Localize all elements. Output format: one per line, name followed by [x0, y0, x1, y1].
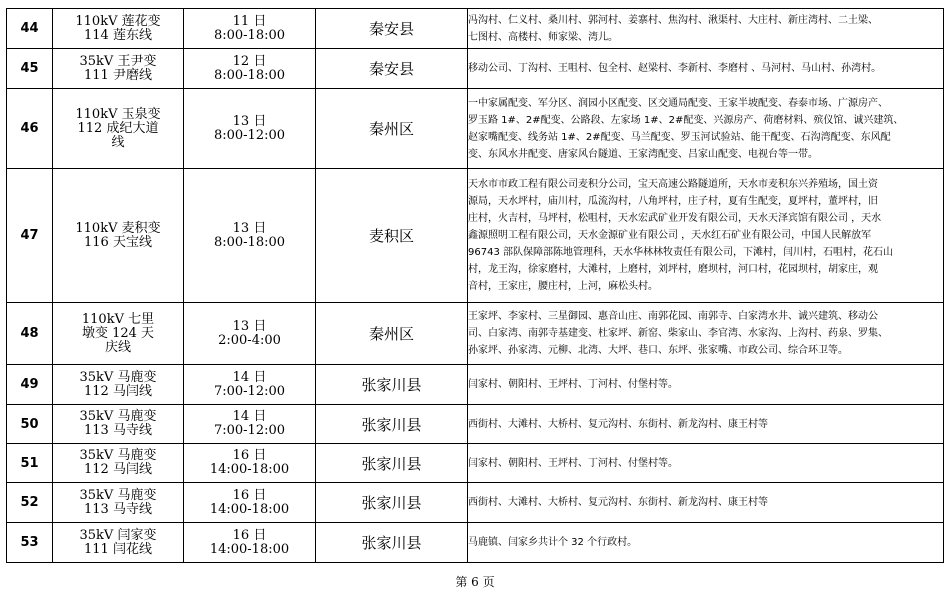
outage-time: 13 日 8:00-12:00: [184, 89, 316, 169]
outage-time: 13 日 8:00-18:00: [184, 169, 316, 303]
row-number: 53: [7, 523, 53, 563]
line-name: 35kV 闫家变 111 闫花线: [53, 523, 184, 563]
line-name: 35kV 马鹿变 113 马寺线: [53, 405, 184, 444]
county: 秦安县: [316, 49, 468, 89]
table-row: [7, 89, 944, 169]
line-name: 110kV 玉泉变 112 成纪大道 线: [53, 89, 184, 169]
county: 麦积区: [316, 169, 468, 303]
outage-schedule-table: [6, 8, 944, 563]
page-number: 第 6 页: [455, 575, 495, 589]
table-row: [7, 303, 944, 365]
row-number: 50: [7, 405, 53, 444]
outage-time: 16 日 14:00-18:00: [184, 523, 316, 563]
outage-time: 16 日 14:00-18:00: [184, 483, 316, 523]
table-row: [7, 169, 944, 303]
affected-area: 王家坪、李家村、三星御园、惠音山庄、南郭花园、南郭寺、白家湾水井、诚兴建筑、移动公 司、白家湾、南郭寺基建变、杜家坪、新窑、柴家山、李官湾、水家沟、上沟村、药泉、罗集、 孙家坪、孙家湾、元柳、北湾、大坪、巷口、东坪、张家嘴、市政公司、综合环卫等。: [468, 303, 944, 365]
line-name: 110kV 莲花变 114 莲东线: [53, 9, 184, 49]
row-number: 44: [7, 9, 53, 49]
affected-area: 冯沟村、仁义村、桑川村、郭河村、姜寨村、焦沟村、湫渠村、大庄村、新庄湾村、二土梁、 七图村、高楼村、师家梁、湾儿。: [468, 9, 944, 49]
county: 秦州区: [316, 303, 468, 365]
table-body: [7, 9, 944, 563]
row-number: 48: [7, 303, 53, 365]
line-name: 110kV 七里 墩变 124 天 庆线: [53, 303, 184, 365]
outage-time: 11 日 8:00-18:00: [184, 9, 316, 49]
table-row: [7, 483, 944, 523]
affected-area: 闫家村、朝阳村、王坪村、丁河村、付堡村等。: [468, 444, 944, 483]
outage-time: 14 日 7:00-12:00: [184, 405, 316, 444]
affected-area: 天水市市政工程有限公司麦积分公司，宝天高速公路隧道所，天水市麦积东兴养殖场，国土资 源局，天水坪村，庙川村，瓜流沟村，八角坪村，庄子村，夏有生配变，夏坪村，董坪村，旧 庄村，火吉村，马坪村，松咀村，天水宏武矿业开发有限公司，天水天泽宾馆有限公司 ，天水 鑫源照明工程有限公司，天水金源矿业有限公司 ，天水红石矿业有限公司，中国人民解放军 96743 部队保障部陈地管理科，天水华林林牧责任有限公司，下滩村，闫川村，石咀村，花石山 村，龙王沟，徐家磨村，大滩村，上磨村，刘坪村，磨坝村，河口村，花园坝村，胡家庄，观 音村，王家庄，腰庄村，上河，麻松头村。: [468, 169, 944, 303]
table-row: [7, 405, 944, 444]
row-number: 47: [7, 169, 53, 303]
county: 张家川县: [316, 405, 468, 444]
table-row: [7, 444, 944, 483]
affected-area: 马鹿镇、闫家乡共计个 32 个行政村。: [468, 523, 944, 563]
affected-area: 移动公司、丁沟村、王咀村、包全村、赵梁村、李新村、李磨村 、马河村、马山村、孙湾村。: [468, 49, 944, 89]
row-number: 51: [7, 444, 53, 483]
row-number: 46: [7, 89, 53, 169]
county: 张家川县: [316, 444, 468, 483]
county: 秦州区: [316, 89, 468, 169]
affected-area: 闫家村、朝阳村、王坪村、丁河村、付堡村等。: [468, 365, 944, 405]
affected-area: 西街村、大滩村、大桥村、复元沟村、东街村、新龙沟村、康王村等: [468, 483, 944, 523]
table-row: [7, 365, 944, 405]
table-row: [7, 9, 944, 49]
line-name: 35kV 马鹿变 112 马闫线: [53, 444, 184, 483]
county: 张家川县: [316, 483, 468, 523]
county: 张家川县: [316, 523, 468, 563]
county: 秦安县: [316, 9, 468, 49]
outage-time: 12 日 8:00-18:00: [184, 49, 316, 89]
outage-time: 13 日 2:00-4:00: [184, 303, 316, 365]
row-number: 49: [7, 365, 53, 405]
line-name: 35kV 马鹿变 112 马闫线: [53, 365, 184, 405]
table-row: [7, 49, 944, 89]
affected-area: 一中家属配变、军分区、润园小区配变、区交通局配变、王家半坡配变、春泰市场、广源房产、 罗玉路 1#、2#配变、公路段、左家场 1#、2#配变、兴源房产、荷磨材料、殡仪馆、诚兴建筑、 赵家嘴配变、线务站 1#、2#配变、马兰配变、罗玉河试验站、能干配变、石沟湾配变、东风配 变、东风水井配变、唐家风台隧道、王家湾配变、吕家山配变、电视台等一带。: [468, 89, 944, 169]
row-number: 45: [7, 49, 53, 89]
outage-time: 14 日 7:00-12:00: [184, 365, 316, 405]
row-number: 52: [7, 483, 53, 523]
county: 张家川县: [316, 365, 468, 405]
line-name: 110kV 麦积变 116 天宝线: [53, 169, 184, 303]
line-name: 35kV 王尹变 111 尹磨线: [53, 49, 184, 89]
outage-time: 16 日 14:00-18:00: [184, 444, 316, 483]
line-name: 35kV 马鹿变 113 马寺线: [53, 483, 184, 523]
table-row: [7, 523, 944, 563]
affected-area: 西街村、大滩村、大桥村、复元沟村、东街村、新龙沟村、康王村等: [468, 405, 944, 444]
